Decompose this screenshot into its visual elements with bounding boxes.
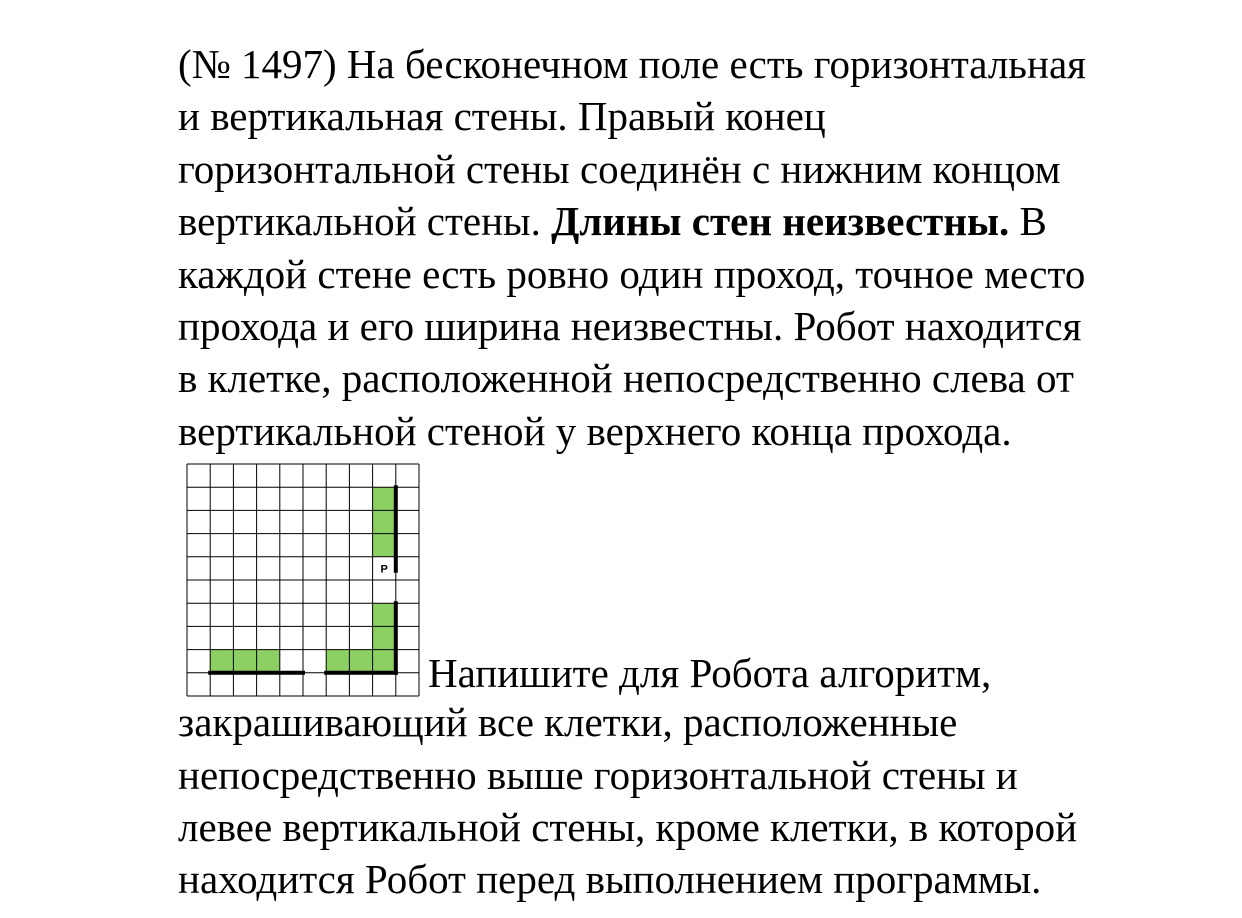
painted-cell [373, 603, 396, 626]
painted-cell [233, 650, 256, 673]
painted-cell [349, 650, 372, 673]
text-line-13: находится Робот перед выполнением программы. [178, 856, 1042, 903]
text-line-4 [178, 195, 1178, 247]
text-line-9: Напишите для Робота алгоритм, [428, 650, 992, 697]
emphasis-unknown-lengths: Длины стен неизвестны. [551, 198, 1010, 245]
text-line-4-tail: В [1009, 198, 1047, 245]
text-line-10: закрашивающий все клетки, расположенные [178, 699, 958, 746]
text-line-1: (№ 1497) На бесконечном поле есть горизонтальная [178, 41, 1087, 87]
text-line-5: каждой стене есть ровно один проход, точное место [178, 250, 1086, 297]
painted-cell [210, 650, 233, 673]
text-line-7: в клетке, расположенной непосредственно слева от [178, 355, 1074, 402]
robot-field-diagram [186, 463, 420, 697]
problem-text [178, 38, 1178, 906]
painted-cell [326, 650, 349, 673]
text-line-2: и вертикальная стены. Правый конец [178, 93, 826, 140]
text-line-3: горизонтальной стены соединён с нижним концом [178, 145, 1061, 192]
painted-cell [373, 534, 396, 557]
figure-row [178, 457, 1178, 696]
text-line-11: непосредственно выше горизонтальной стены и [178, 751, 1018, 798]
text-line-4-plain: вертикальной стены. [178, 198, 552, 245]
text-line-12: левее вертикальной стены, кроме клетки, в которой [178, 803, 1078, 850]
text-line-6: прохода и его ширина неизвестны. Робот находится [178, 302, 1082, 349]
painted-cell [373, 511, 396, 534]
painted-cell [373, 487, 396, 510]
text-line-8: вертикальной стеной у верхнего конца прохода. [178, 407, 1012, 454]
robot-marker: Р [380, 563, 388, 576]
painted-cell [373, 627, 396, 650]
painted-cell [373, 650, 396, 673]
painted-cell [257, 650, 280, 673]
